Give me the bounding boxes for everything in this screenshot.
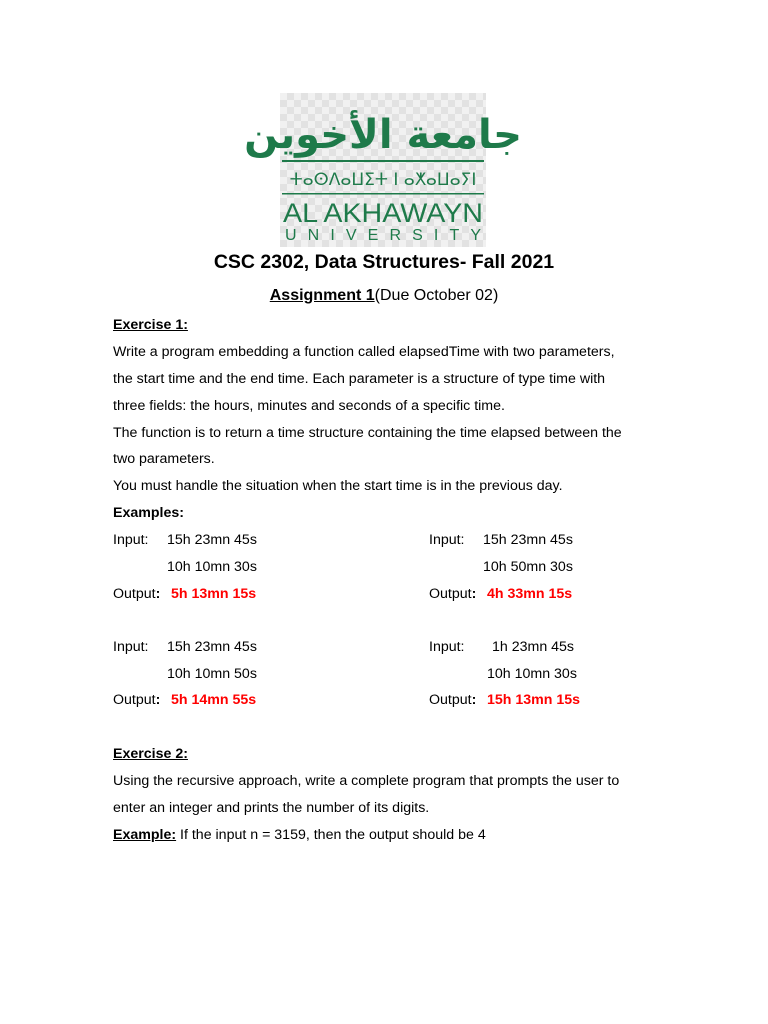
logo-arabic-text: جامعة الأخوين — [244, 112, 522, 158]
example-4-end-time: 10h 10mn 30s — [487, 666, 577, 682]
example-2-start-time: 15h 23mn 45s — [483, 532, 573, 548]
exercise1-line: three fields: the hours, minutes and seconds of a specific time. — [113, 398, 505, 414]
example-1-start-time: 15h 23mn 45s — [167, 532, 257, 548]
example-4-start-time: 1h 23mn 45s — [492, 639, 575, 655]
example-1-output-label: Output — [113, 586, 156, 602]
exercise1-line: Write a program embedding a function called elapsedTime with two parameters, — [113, 344, 615, 360]
example-3-output-label: Output — [113, 692, 156, 708]
exercise1-heading: Exercise 1: — [113, 317, 188, 333]
course-title: CSC 2302, Data Structures- Fall 2021 — [213, 251, 555, 273]
exercise1-line: You must handle the situation when the start time is in the previous day. — [113, 478, 563, 494]
example-1-end-time: 10h 10mn 30s — [167, 559, 257, 575]
example-4-output — [429, 690, 476, 710]
due-date-text: (Due October 02) — [374, 287, 499, 304]
logo-middle-rule — [282, 193, 484, 195]
exercise1-line: The function is to return a time structure containing the time elapsed between the — [113, 425, 622, 441]
logo-name-line1: AL AKHAWAYN — [283, 198, 483, 228]
logo-top-rule — [282, 160, 484, 162]
exercise1-line: two parameters. — [113, 451, 215, 467]
example-2-output — [429, 584, 476, 604]
example-1-output-colon: : — [155, 586, 161, 602]
example-2-end-time: 10h 50mn 30s — [483, 559, 573, 575]
exercise2-heading: Exercise 2: — [113, 746, 188, 762]
example-1-input-label: Input: — [113, 532, 149, 548]
logo-graphic — [244, 93, 522, 247]
logo-name-line2: UNIVERSITY — [285, 227, 481, 244]
example-3-output-value: 5h 14mn 55s — [171, 692, 257, 708]
assignment-label: Assignment 1 — [269, 287, 375, 304]
example-4-output-label: Output — [429, 692, 472, 708]
example-1-output — [113, 584, 160, 604]
example-2-input-label: Input: — [429, 532, 465, 548]
example-4-input-label: Input: — [429, 639, 465, 655]
exercise2-example-label: Example: — [113, 827, 177, 843]
university-logo — [244, 93, 522, 247]
example-2-output-value: 4h 33mn 15s — [487, 586, 573, 602]
example-3-start-time: 15h 23mn 45s — [167, 639, 257, 655]
assignment-subtitle — [0, 282, 768, 310]
example-1-output-value: 5h 13mn 15s — [171, 586, 257, 602]
example-4-output-value: 15h 13mn 15s — [487, 692, 581, 708]
exercise2-line: Using the recursive approach, write a complete program that prompts the user to — [113, 773, 620, 789]
example-3-end-time: 10h 10mn 50s — [167, 666, 257, 682]
exercise2-example-text: If the input n = 3159, then the output should be 4 — [176, 827, 486, 843]
example-4-output-colon: : — [471, 692, 477, 708]
exercise2-line: enter an integer and prints the number of its digits. — [113, 800, 430, 816]
exercise1-line: the start time and the end time. Each parameter is a structure of type time with — [113, 371, 606, 387]
logo-tifinagh-text: ⵜⴰⵙⴷⴰⵡⵉⵜ ⵏ ⴰⵅⴰⵡⴰⵢⵏ — [289, 170, 477, 190]
example-2-output-label: Output — [429, 586, 472, 602]
exercise2-example — [113, 825, 486, 845]
examples-heading: Examples: — [113, 505, 184, 521]
example-3-output-colon: : — [155, 692, 161, 708]
example-2-output-colon: : — [471, 586, 477, 602]
example-3-input-label: Input: — [113, 639, 149, 655]
example-3-output — [113, 690, 160, 710]
